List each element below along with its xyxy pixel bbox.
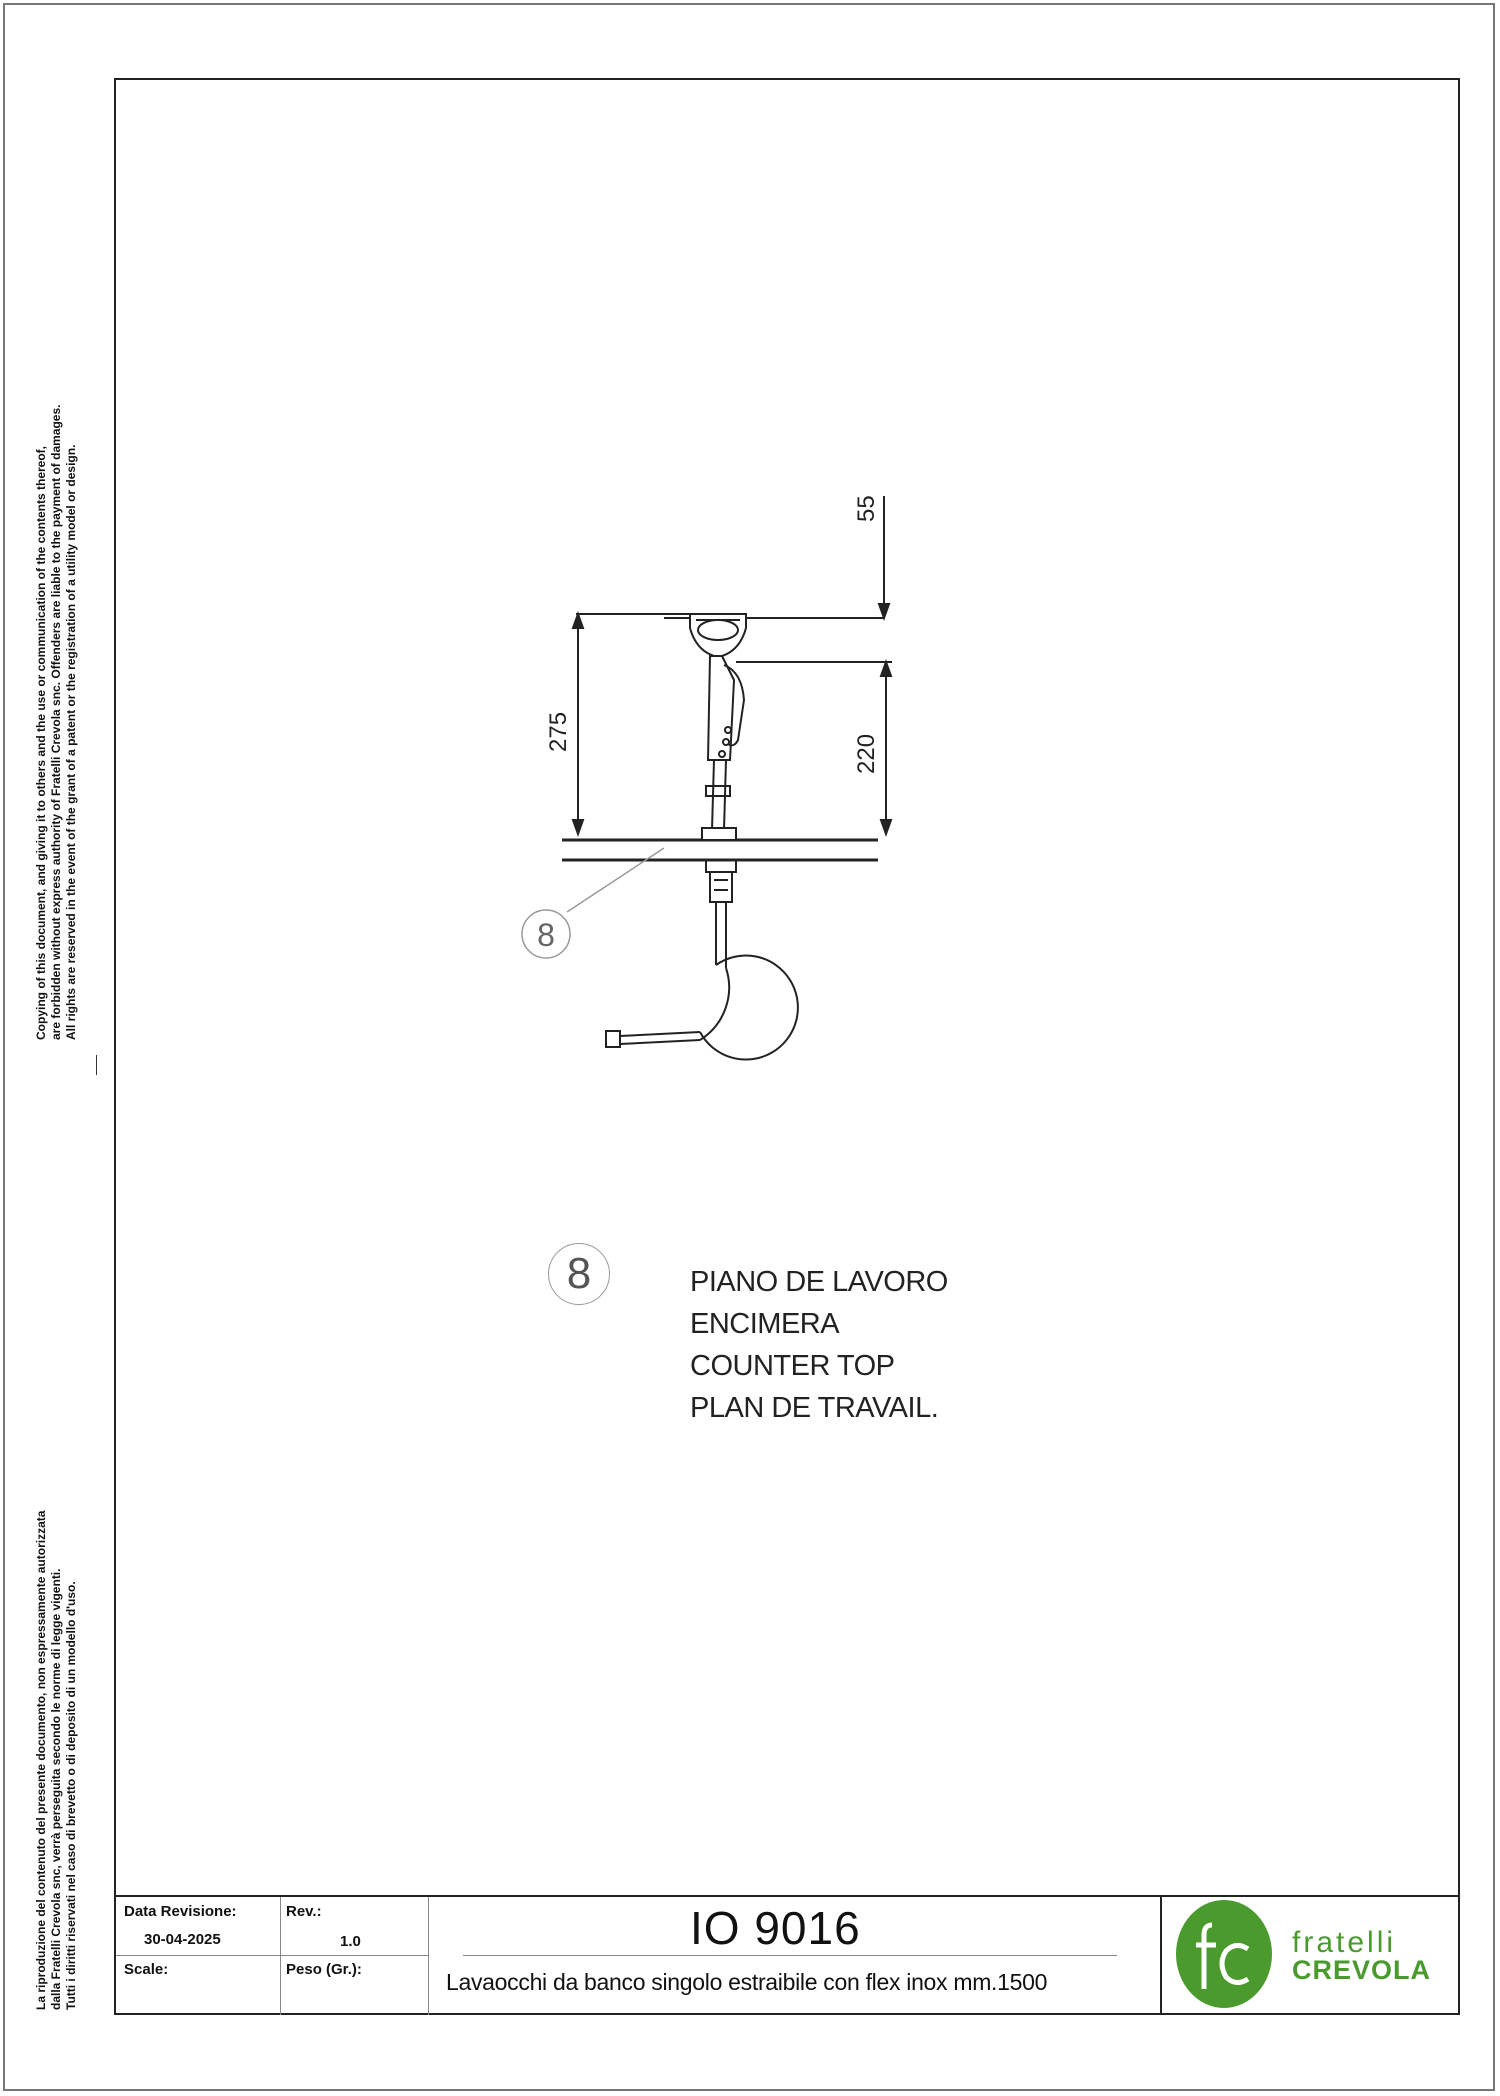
brand-logo-mark [1174, 1897, 1274, 2011]
brand-name-crevola: CREVOLA [1292, 1955, 1432, 1985]
dim-arrow-220-bottom [881, 820, 891, 834]
lower-fitting [706, 860, 736, 872]
scale-label: Scale: [124, 1961, 169, 1978]
legend-number-bubble: 8 [548, 1243, 610, 1305]
title-block-divider [280, 1897, 281, 2015]
legend-line-french: PLAN DE TRAVAIL. [690, 1392, 939, 1424]
dim-label-220: 220 [853, 733, 880, 774]
legend-line-spanish: ENCIMERA [690, 1308, 840, 1340]
weight-label: Peso (Gr.): [286, 1961, 362, 1978]
legal-line: Copying of this document, and giving it to others and the use or communication of the contents thereof, [34, 445, 48, 1040]
hose-ring [706, 786, 730, 796]
brand-name-fratelli: fratelli [1292, 1926, 1397, 1959]
legend-text [690, 1261, 948, 1429]
dim-arrow-275-bottom [573, 820, 583, 834]
legal-line: All rights are reserved in the event of the grant of a patent or the registration of a utility model or design. [64, 444, 78, 1040]
dim-arrow-220-top [881, 662, 891, 676]
callout-number: 8 [537, 917, 555, 953]
flex-hose-coil-inner [700, 968, 729, 1040]
dim-arrow-275-top [573, 614, 583, 628]
legal-line: dalla Fratelli Crevola snc, verrà perseguita secondo le norme di legge vigenti. [49, 1568, 63, 2010]
legal-line: Tutti i diritti riservati nel caso di brevetto o di deposito di un modello d'uso. [64, 1581, 78, 2010]
legal-line: La riproduzione del contenuto del presente documento, non espressamente autorizzata [34, 1510, 48, 2010]
product-description: Lavaocchi da banco singolo estraibile con flex inox mm.1500 [446, 1969, 1048, 1995]
flex-hose-tail [620, 1040, 700, 1044]
flex-hose-connector [606, 1031, 620, 1047]
legend-line-italian: PIANO DE LAVORO [690, 1266, 948, 1298]
dim-arrow-55 [879, 604, 889, 618]
title-block-divider [428, 1897, 429, 2015]
dim-label-55: 55 [853, 495, 880, 522]
rev-value: 1.0 [340, 1933, 361, 1950]
callout-leader [567, 848, 664, 912]
base-nut [702, 828, 736, 840]
flex-hose-tail [620, 1032, 700, 1036]
flex-hose-coil-outer [700, 956, 798, 1060]
title-block-divider [116, 1955, 428, 1956]
legend-line-english: COUNTER TOP [690, 1350, 895, 1382]
rev-label: Rev.: [286, 1903, 322, 1920]
revision-date-value: 30-04-2025 [144, 1931, 221, 1948]
product-code: IO 9016 [690, 1902, 861, 1954]
lower-nut [710, 872, 732, 902]
revision-date-label: Data Revisione: [124, 1903, 237, 1920]
title-block-divider [463, 1955, 1117, 1956]
dim-label-275: 275 [545, 711, 572, 752]
title-block-divider [1160, 1897, 1162, 2015]
legal-line: are forbidden without express authority of Fratelli Crevola snc. Offenders are liable to the payment of damages. [49, 404, 63, 1040]
